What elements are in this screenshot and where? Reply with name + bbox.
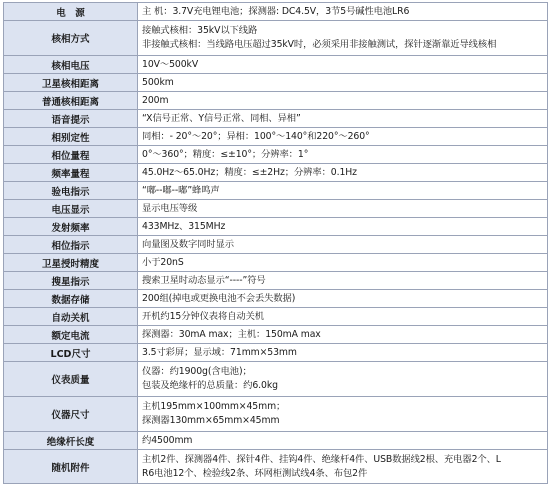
spec-row (4, 344, 548, 362)
spec-value (138, 92, 548, 110)
spec-row (4, 182, 548, 200)
spec-value (138, 128, 548, 146)
spec-row (4, 164, 548, 182)
spec-value-line: 约4500mm (142, 434, 193, 446)
spec-value-line: 200m (142, 94, 169, 106)
spec-label: 普通核相距离 (4, 92, 138, 110)
spec-value (138, 218, 548, 236)
spec-value (138, 290, 548, 308)
spec-value (138, 362, 548, 397)
spec-value-line: 500km (142, 76, 174, 88)
spec-value-line: 主机195mm×100mm×45mm； (142, 401, 286, 412)
spec-value (138, 397, 548, 432)
spec-value (138, 236, 548, 254)
spec-label: LCD尺寸 (4, 344, 138, 362)
spec-value-line: 非接触式核相：当线路电压超过35kV时，必须采用非接触测试，探针逐渐靠近导线核相 (142, 39, 497, 50)
spec-value-line: 包装及绝缘杆的总质量：约6.0kg (142, 380, 278, 391)
spec-row (4, 326, 548, 344)
spec-row (4, 56, 548, 74)
spec-value-line: 主 机：3.7V充电锂电池；探测器: DC4.5V，3节5号碱性电池LR6 (142, 5, 410, 17)
spec-value-line: 10V～500kV (142, 58, 199, 70)
spec-row (4, 128, 548, 146)
spec-value (138, 272, 548, 290)
spec-row (4, 74, 548, 92)
spec-label: 卫星核相距离 (4, 74, 138, 92)
spec-row (4, 272, 548, 290)
spec-label: 验电指示 (4, 182, 138, 200)
spec-row (4, 290, 548, 308)
spec-value-line: 3.5寸彩屏；显示域：71mm×53mm (142, 346, 297, 358)
spec-label: 卫星授时精度 (4, 254, 138, 272)
spec-value (138, 110, 548, 128)
spec-value-line: 45.0Hz～65.0Hz；精度：≤±2Hz；分辨率：0.1Hz (142, 166, 357, 178)
spec-value (138, 432, 548, 450)
spec-label: 核相电压 (4, 56, 138, 74)
spec-value (138, 308, 548, 326)
spec-value-line: 433MHz、315MHz (142, 220, 226, 232)
spec-label: 频率量程 (4, 164, 138, 182)
spec-row (4, 21, 548, 56)
spec-value-line: 开机约15分钟仪表将自动关机 (142, 310, 264, 322)
spec-value-line: 仪器：约1900g(含电池)； (142, 366, 252, 377)
spec-row (4, 3, 548, 21)
spec-label: 语音提示 (4, 110, 138, 128)
spec-value-line: 同相：- 20°～20°；异相：100°～140°和220°～260° (142, 130, 370, 142)
spec-row (4, 146, 548, 164)
spec-label: 随机附件 (4, 450, 138, 484)
spec-label: 发射频率 (4, 218, 138, 236)
spec-value (138, 3, 548, 21)
spec-label: 电 源 (4, 3, 138, 21)
spec-value (138, 254, 548, 272)
spec-row (4, 218, 548, 236)
spec-value-line: 200组(掉电或更换电池不会丢失数据) (142, 292, 296, 304)
spec-row (4, 92, 548, 110)
spec-row (4, 432, 548, 450)
spec-value (138, 200, 548, 218)
spec-value (138, 182, 548, 200)
spec-value (138, 450, 548, 484)
spec-value-line: 0°～360°；精度：≤±10°；分辨率：1° (142, 148, 309, 160)
spec-value (138, 21, 548, 56)
spec-value-line: 搜索卫星时动态显示“----”符号 (142, 274, 266, 286)
spec-value-line: “嘟--嘟--嘟”蜂鸣声 (142, 184, 220, 196)
spec-value-line: 探测器130mm×65mm×45mm (142, 415, 280, 426)
spec-table (3, 2, 548, 484)
spec-value-line: 探测器：30mA max；主机：150mA max (142, 328, 321, 340)
spec-label: 相位指示 (4, 236, 138, 254)
spec-row (4, 236, 548, 254)
spec-row (4, 397, 548, 432)
spec-value-line: R6电池12个、检验线2条、环网柜测试线4条、布包2件 (142, 467, 368, 479)
spec-value (138, 326, 548, 344)
spec-row (4, 200, 548, 218)
spec-label: 相位量程 (4, 146, 138, 164)
spec-value-line: 向量图及数字同时显示 (142, 238, 234, 250)
spec-label: 电压显示 (4, 200, 138, 218)
spec-label: 额定电流 (4, 326, 138, 344)
spec-value (138, 344, 548, 362)
spec-value-line: “X信号正常、Y信号正常、同相、异相” (142, 112, 301, 124)
spec-label: 仪器尺寸 (4, 397, 138, 432)
spec-label: 搜星指示 (4, 272, 138, 290)
spec-row (4, 254, 548, 272)
spec-value (138, 56, 548, 74)
spec-value (138, 74, 548, 92)
spec-value-line: 主机2件、探测器4件、探针4件、挂钩4件、绝缘杆4件、USB数据线2根、充电器2个、L (142, 453, 501, 465)
spec-label: 数据存储 (4, 290, 138, 308)
spec-row (4, 308, 548, 326)
spec-label: 相别定性 (4, 128, 138, 146)
spec-value-line: 小于20nS (142, 256, 184, 268)
spec-row (4, 362, 548, 397)
spec-label: 自动关机 (4, 308, 138, 326)
spec-row (4, 450, 548, 484)
spec-label: 核相方式 (4, 21, 138, 56)
spec-row (4, 110, 548, 128)
spec-value (138, 146, 548, 164)
spec-value-line: 接触式核相：35kV以下线路 (142, 25, 258, 36)
spec-value-line: 显示电压等级 (142, 202, 198, 214)
spec-label: 仪表质量 (4, 362, 138, 397)
spec-value (138, 164, 548, 182)
spec-label: 绝缘杆长度 (4, 432, 138, 450)
spec-table-body (4, 3, 548, 484)
